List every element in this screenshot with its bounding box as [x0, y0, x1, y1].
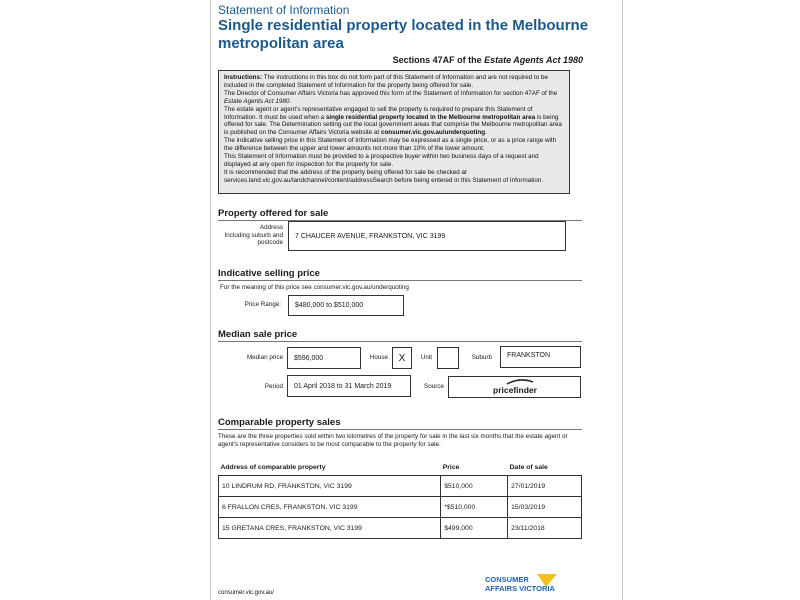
page-title: Single residential property located in the Melbourne metropolitan area [218, 17, 589, 52]
address-sublabel: Including suburb and postcode [224, 231, 283, 246]
table-row [219, 497, 582, 518]
instructions-text-3d: consumer.vic.gov.au/underquoting [380, 129, 486, 137]
price-range-label: Price Range: [244, 301, 281, 308]
period-label: Period [264, 383, 283, 390]
sections-prefix: Sections 47AF of the [392, 55, 485, 65]
instructions-para-2 [224, 90, 564, 106]
table-row [219, 518, 582, 539]
price-range-field[interactable]: $480,000 to $510,000 [288, 295, 404, 316]
indicative-divider [218, 280, 582, 281]
median-price-label: Median price [246, 354, 283, 361]
column-header-address: Address of comparable property [219, 462, 441, 476]
instructions-text-3a: The estate agent or agent's representative engaged to sell the property is required to prepare this Statement of Information. It must be used when a [224, 105, 533, 121]
instructions-box [218, 70, 570, 194]
pricefinder-logo-text: pricefinder [492, 385, 537, 395]
comparable-price: $510,000 [441, 476, 508, 497]
instructions-para-1 [224, 74, 564, 90]
comparable-date: 23/11/2018 [508, 518, 582, 539]
cav-logo-line1: CONSUMER [485, 575, 529, 584]
instructions-text-3e: . [485, 129, 487, 137]
pricefinder-logo [475, 378, 555, 396]
instructions-para-5: This Statement of Information must be provided to a prospective buyer within two business days of a request and displayed at any open for inspection for the property for sale. [224, 153, 539, 168]
pricefinder-swoosh [507, 380, 533, 384]
comparable-note: These are the three properties sold within two kilometres of the property for sale in the last six months that the estate agent or agent's representative considers to be most comparable to the property for sale. [218, 433, 568, 448]
comparable-table [218, 462, 582, 539]
comparable-address: 10 LINDRUM RD, FRANKSTON, VIC 3199 [219, 476, 441, 497]
source-field[interactable] [448, 376, 581, 398]
column-header-price: Price [441, 462, 508, 476]
instructions-text-2c: . [289, 97, 292, 105]
cav-logo-line2: AFFAIRS VICTORIA [485, 584, 555, 593]
indicative-heading: Indicative selling price [218, 268, 320, 279]
instructions-text-3c: is being offered for sale. The Determination setting out the local government areas that comprise the Melbourne metropolitan area is published on the Consumer Affairs Victoria website at [224, 113, 562, 137]
address-label-group [215, 224, 283, 247]
instructions-text-1: The instructions in this box do not form part of this Statement of Information and are not required to be included in the completed Statement of Information for the property being offered for sale. [224, 74, 548, 89]
page-left-edge [210, 0, 211, 600]
suburb-label: Suburb [471, 354, 492, 361]
address-label: Address [259, 224, 283, 231]
instructions-para-3 [224, 106, 564, 138]
instructions-text-2b: Estate Agents Act 1980 [224, 97, 290, 105]
comparable-header-row [219, 462, 582, 476]
house-checkbox[interactable]: X [392, 347, 412, 369]
suburb-field[interactable]: FRANKSTON [500, 346, 581, 368]
column-header-date: Date of sale [508, 462, 582, 476]
period-field[interactable]: 01 April 2018 to 31 March 2019 [287, 375, 411, 397]
address-field[interactable]: 7 CHAUCER AVENUE, FRANKSTON, VIC 3199 [288, 221, 566, 251]
instructions-para-6: It is recommended that the address of the property being offered for sale be checked at services.land.vic.gov.au/landchannel/content/addressSearch before being entered in this Statement of Information. [224, 168, 544, 184]
footer-url[interactable]: consumer.vic.gov.au/ [218, 590, 274, 596]
comparable-price: $499,000 [441, 518, 508, 539]
property-heading: Property offered for sale [218, 208, 329, 219]
sections-act: Estate Agents Act 1980 [484, 55, 583, 65]
instructions-text-3b: single residential property located in the Melbourne metropolitan area [325, 113, 536, 121]
house-label: House [369, 354, 388, 361]
cav-logo-graphic [485, 573, 585, 595]
median-heading: Median sale price [218, 329, 298, 340]
median-divider [218, 341, 582, 342]
table-row [219, 476, 582, 497]
instructions-label: Instructions: [224, 74, 263, 81]
indicative-note: For the meaning of this price see consumer.vic.gov.au/underquoting [220, 284, 409, 291]
comparable-price: *$510,000 [441, 497, 508, 518]
source-label: Source [424, 383, 444, 390]
comparable-date: 27/01/2019 [508, 476, 582, 497]
sections-reference [380, 55, 583, 65]
unit-checkbox[interactable] [437, 347, 459, 369]
comparable-divider [218, 429, 582, 430]
page-right-edge [622, 0, 623, 600]
statement-label: Statement of Information [218, 3, 350, 17]
median-price-field[interactable]: $596,000 [287, 347, 361, 369]
comparable-heading: Comparable property sales [218, 417, 341, 428]
instructions-text-2a: The Director of Consumer Affairs Victoria has approved this form of the Statement of Information for section 47AF of the [224, 89, 558, 97]
instructions-para-4: The indicative selling price in this Statement of Information may be expressed as a single price, or as a price range with the difference between the upper and lower amounts not more than 10% of the lower amount. [224, 137, 557, 153]
comparable-address: 6 FRALLON CRES, FRANKSTON, VIC 3199 [219, 497, 441, 518]
comparable-date: 15/03/2019 [508, 497, 582, 518]
comparable-address: 15 GRETANA CRES, FRANKSTON, VIC 3199 [219, 518, 441, 539]
unit-label: Unit [420, 354, 432, 361]
consumer-affairs-victoria-logo [485, 573, 585, 595]
